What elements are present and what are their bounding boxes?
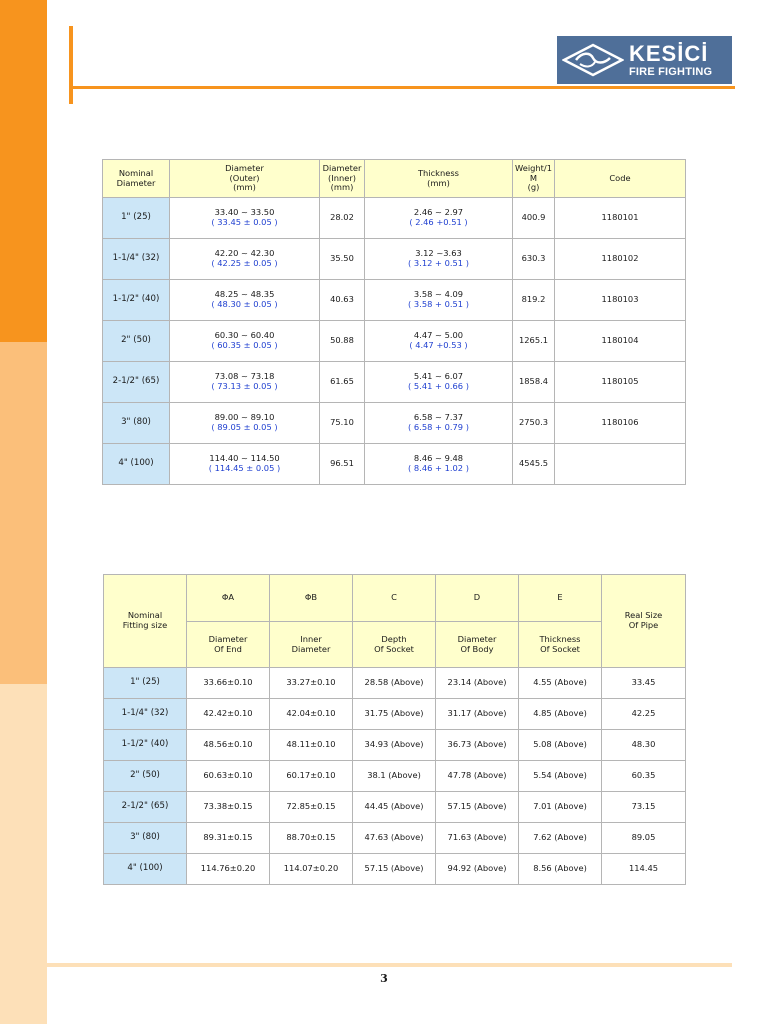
table-row (104, 699, 686, 730)
thickness-cell: 3.58 ~ 4.09 ( 3.58 + 0.51 ) (365, 280, 513, 321)
header-nominal-fitting-size: Nominal Fitting size (104, 575, 187, 668)
header-symbol-a: ΦA (187, 575, 270, 622)
header-horizontal-rule (69, 86, 735, 89)
weight-cell: 1265.1 (513, 321, 555, 362)
header-symbol-c: C (353, 575, 436, 622)
nominal-size-cell: 4" (100) (104, 854, 187, 885)
header-symbol-b: ΦB (270, 575, 353, 622)
header-inner-diameter: Diameter (Inner) (mm) (320, 160, 365, 198)
nominal-size-cell: 2-1/2" (65) (104, 792, 187, 823)
logo-subtitle: FIRE FIGHTING (629, 65, 713, 78)
fitting-dimensions-table (103, 574, 686, 885)
weight-cell: 400.9 (513, 198, 555, 239)
inner-diameter-cell: 42.04±0.10 (270, 699, 353, 730)
header-depth-of-socket: Depth Of Socket (353, 622, 436, 668)
thickness-cell: 5.41 ~ 6.07 ( 5.41 + 0.66 ) (365, 362, 513, 403)
thickness-of-socket-cell: 7.62 (Above) (519, 823, 602, 854)
real-size-cell: 33.45 (602, 668, 686, 699)
company-logo (557, 36, 732, 84)
diameter-of-end-cell: 33.66±0.10 (187, 668, 270, 699)
table-row (104, 730, 686, 761)
table-row (104, 823, 686, 854)
header-nominal-diameter: Nominal Diameter (103, 160, 170, 198)
weight-cell: 2750.3 (513, 403, 555, 444)
inner-diameter-cell: 50.88 (320, 321, 365, 362)
inner-diameter-cell: 48.11±0.10 (270, 730, 353, 761)
header-vertical-rule (69, 26, 73, 104)
code-cell: 1180102 (555, 239, 686, 280)
depth-of-socket-cell: 31.75 (Above) (353, 699, 436, 730)
nominal-size-cell: 3" (80) (104, 823, 187, 854)
inner-diameter-cell: 114.07±0.20 (270, 854, 353, 885)
weight-cell: 1858.4 (513, 362, 555, 403)
footer-rule (47, 963, 732, 967)
inner-diameter-cell: 72.85±0.15 (270, 792, 353, 823)
inner-diameter-cell: 60.17±0.10 (270, 761, 353, 792)
code-cell: 1180105 (555, 362, 686, 403)
header-outer-diameter: Diameter (Outer) (mm) (170, 160, 320, 198)
diameter-of-end-cell: 73.38±0.15 (187, 792, 270, 823)
table-row (103, 321, 686, 362)
table-subheader-row (104, 622, 686, 668)
table-header-row (104, 575, 686, 622)
depth-of-socket-cell: 44.45 (Above) (353, 792, 436, 823)
inner-diameter-cell: 28.02 (320, 198, 365, 239)
header-diameter-of-body: Diameter Of Body (436, 622, 519, 668)
outer-diameter-cell: 48.25 ~ 48.35 ( 48.30 ± 0.05 ) (170, 280, 320, 321)
depth-of-socket-cell: 38.1 (Above) (353, 761, 436, 792)
sidebar-band-middle (0, 342, 47, 684)
header-weight: Weight/1 M (g) (513, 160, 555, 198)
thickness-cell: 8.46 ~ 9.48 ( 8.46 + 1.02 ) (365, 444, 513, 485)
header-diameter-of-end: Diameter Of End (187, 622, 270, 668)
depth-of-socket-cell: 28.58 (Above) (353, 668, 436, 699)
table-header-row (103, 160, 686, 198)
depth-of-socket-cell: 47.63 (Above) (353, 823, 436, 854)
table-row (103, 239, 686, 280)
outer-diameter-cell: 60.30 ~ 60.40 ( 60.35 ± 0.05 ) (170, 321, 320, 362)
code-cell: 1180106 (555, 403, 686, 444)
nominal-size-cell: 3" (80) (103, 403, 170, 444)
logo-name: KESİCİ (629, 40, 709, 66)
table-row (103, 444, 686, 485)
nominal-size-cell: 2-1/2" (65) (103, 362, 170, 403)
table-row (104, 668, 686, 699)
nominal-size-cell: 1-1/4" (32) (104, 699, 187, 730)
real-size-cell: 89.05 (602, 823, 686, 854)
outer-diameter-cell: 114.40 ~ 114.50 ( 114.45 ± 0.05 ) (170, 444, 320, 485)
weight-cell: 630.3 (513, 239, 555, 280)
table-row (103, 362, 686, 403)
inner-diameter-cell: 75.10 (320, 403, 365, 444)
table-row (103, 403, 686, 444)
nominal-size-cell: 1" (25) (104, 668, 187, 699)
depth-of-socket-cell: 34.93 (Above) (353, 730, 436, 761)
diameter-of-body-cell: 57.15 (Above) (436, 792, 519, 823)
nominal-size-cell: 2" (50) (104, 761, 187, 792)
code-cell: 1180101 (555, 198, 686, 239)
nominal-size-cell: 1-1/2" (40) (104, 730, 187, 761)
table-row (103, 198, 686, 239)
inner-diameter-cell: 61.65 (320, 362, 365, 403)
weight-cell: 4545.5 (513, 444, 555, 485)
nominal-size-cell: 2" (50) (103, 321, 170, 362)
sidebar-band-top (0, 0, 47, 342)
real-size-cell: 73.15 (602, 792, 686, 823)
outer-diameter-cell: 33.40 ~ 33.50 ( 33.45 ± 0.05 ) (170, 198, 320, 239)
inner-diameter-cell: 33.27±0.10 (270, 668, 353, 699)
outer-diameter-cell: 73.08 ~ 73.18 ( 73.13 ± 0.05 ) (170, 362, 320, 403)
diameter-of-body-cell: 71.63 (Above) (436, 823, 519, 854)
thickness-of-socket-cell: 5.54 (Above) (519, 761, 602, 792)
inner-diameter-cell: 96.51 (320, 444, 365, 485)
header-inner-diameter: Inner Diameter (270, 622, 353, 668)
diameter-of-body-cell: 47.78 (Above) (436, 761, 519, 792)
thickness-of-socket-cell: 4.55 (Above) (519, 668, 602, 699)
header-code: Code (555, 160, 686, 198)
diameter-of-end-cell: 42.42±0.10 (187, 699, 270, 730)
thickness-of-socket-cell: 4.85 (Above) (519, 699, 602, 730)
header-symbol-e: E (519, 575, 602, 622)
thickness-of-socket-cell: 5.08 (Above) (519, 730, 602, 761)
logo-wave-icon (557, 36, 629, 84)
table-row (104, 792, 686, 823)
inner-diameter-cell: 35.50 (320, 239, 365, 280)
page-number: 3 (380, 972, 388, 985)
code-cell: 1180103 (555, 280, 686, 321)
diameter-of-end-cell: 48.56±0.10 (187, 730, 270, 761)
header-symbol-d: D (436, 575, 519, 622)
thickness-cell: 6.58 ~ 7.37 ( 6.58 + 0.79 ) (365, 403, 513, 444)
weight-cell: 819.2 (513, 280, 555, 321)
nominal-size-cell: 1" (25) (103, 198, 170, 239)
header-thickness: Thickness (mm) (365, 160, 513, 198)
diameter-of-end-cell: 60.63±0.10 (187, 761, 270, 792)
table-row (103, 280, 686, 321)
code-cell (555, 444, 686, 485)
real-size-cell: 60.35 (602, 761, 686, 792)
real-size-cell: 48.30 (602, 730, 686, 761)
diameter-of-body-cell: 31.17 (Above) (436, 699, 519, 730)
outer-diameter-cell: 89.00 ~ 89.10 ( 89.05 ± 0.05 ) (170, 403, 320, 444)
nominal-size-cell: 1-1/4" (32) (103, 239, 170, 280)
nominal-size-cell: 4" (100) (103, 444, 170, 485)
thickness-of-socket-cell: 7.01 (Above) (519, 792, 602, 823)
diameter-of-end-cell: 89.31±0.15 (187, 823, 270, 854)
table-row (104, 761, 686, 792)
thickness-cell: 4.47 ~ 5.00 ( 4.47 +0.53 ) (365, 321, 513, 362)
diameter-of-body-cell: 23.14 (Above) (436, 668, 519, 699)
table-row (104, 854, 686, 885)
diameter-of-body-cell: 94.92 (Above) (436, 854, 519, 885)
depth-of-socket-cell: 57.15 (Above) (353, 854, 436, 885)
pipe-dimensions-table (102, 159, 686, 485)
header-thickness-of-socket: Thickness Of Socket (519, 622, 602, 668)
diameter-of-end-cell: 114.76±0.20 (187, 854, 270, 885)
code-cell: 1180104 (555, 321, 686, 362)
inner-diameter-cell: 88.70±0.15 (270, 823, 353, 854)
real-size-cell: 42.25 (602, 699, 686, 730)
header-real-size: Real Size Of Pipe (602, 575, 686, 668)
inner-diameter-cell: 40.63 (320, 280, 365, 321)
thickness-cell: 2.46 ~ 2.97 ( 2.46 +0.51 ) (365, 198, 513, 239)
diameter-of-body-cell: 36.73 (Above) (436, 730, 519, 761)
thickness-cell: 3.12 ~3.63 ( 3.12 + 0.51 ) (365, 239, 513, 280)
nominal-size-cell: 1-1/2" (40) (103, 280, 170, 321)
thickness-of-socket-cell: 8.56 (Above) (519, 854, 602, 885)
outer-diameter-cell: 42.20 ~ 42.30 ( 42.25 ± 0.05 ) (170, 239, 320, 280)
real-size-cell: 114.45 (602, 854, 686, 885)
